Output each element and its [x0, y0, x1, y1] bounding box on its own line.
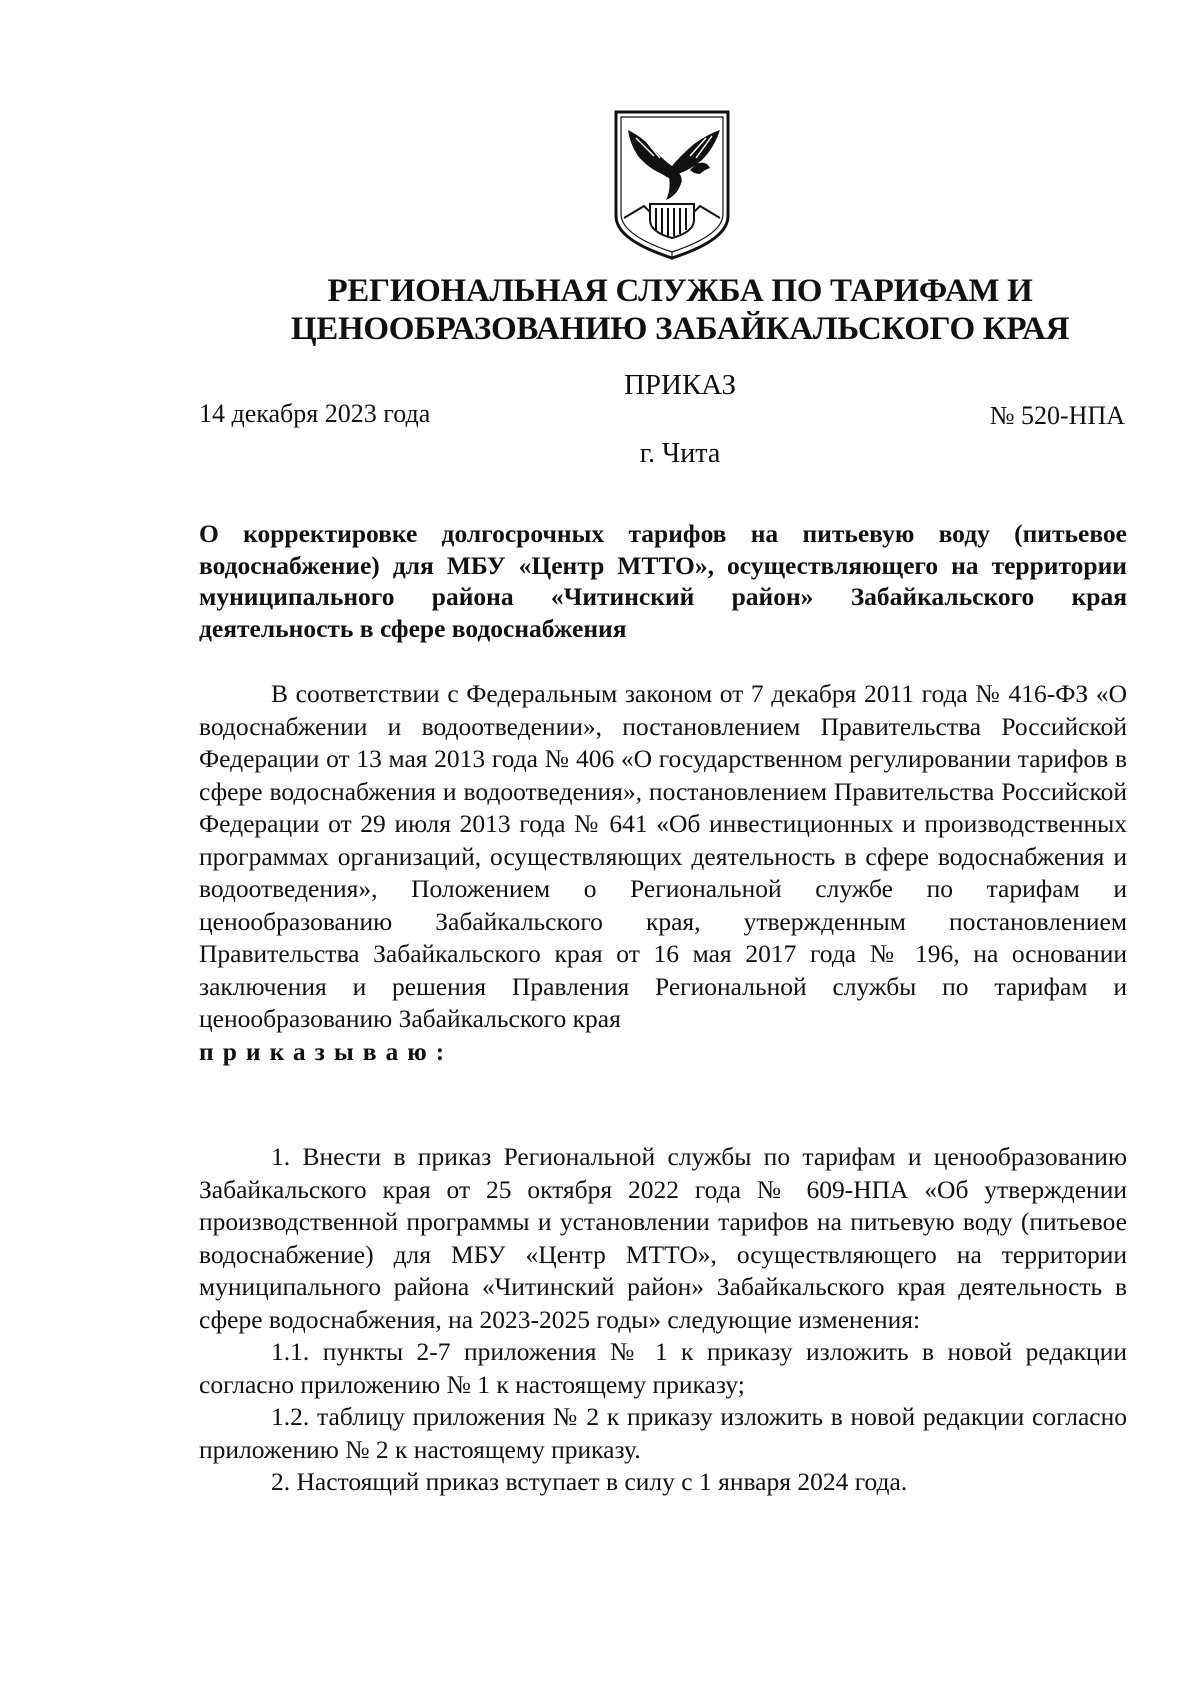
document-date: 14 декабря 2023 года [199, 399, 431, 428]
order-items [199, 1141, 1127, 1499]
document-type: ПРИКАЗ [623, 369, 737, 401]
document-city: г. Чита [639, 438, 721, 469]
document-subject: О корректировке долгосрочных тарифов на питьевую воду (питьевое водоснабжение) для МБУ «Центр МТТО», осуществляющего на территории муниципального района «Читинский район» Забайкальского края деятельность в сфере водоснабжения [199, 519, 1127, 643]
order-item-1-2: 1.2. таблицу приложения № 2 к приказу изложить в новой редакции согласно приложению № 2 к настоящему приказу. [199, 1402, 1127, 1464]
organization-title-line1: РЕГИОНАЛЬНАЯ СЛУЖБА ПО ТАРИФАМ И [327, 273, 1033, 309]
order-item-1-1: 1.1. пункты 2-7 приложения № 1 к приказу изложить в новой редакции согласно приложению № 1 к настоящему приказу; [199, 1337, 1127, 1399]
order-item-2: 2. Настоящий приказ вступает в силу с 1 января 2024 года. [271, 1467, 908, 1496]
preamble-paragraph: В соответствии с Федеральным законом от 7 декабря 2011 года № 416-ФЗ «О водоснабжении и водоотведении», постановлением Правительства Российской Федерации от 13 мая 2013 года № 406 «О государственном регулировании тарифов в сфере водоснабжения и водоотведения», постановлением Правительства Российской Федерации от 29 июля 2013 года № 641 «Об инвестиционных и производственных программах организаций, осуществляющих деятельность в сфере водоснабжения и водоотведения», Положением о Региональной службе по тарифам и ценообразованию Забайкальского края, утвержденным постановлением Правительства Забайкальского края от 16 мая 2017 года № 196, на основании заключения и решения Правления Региональной службы по тарифам и ценообразованию Забайкальского края [199, 679, 1127, 1033]
document-number: № 520-НПА [989, 401, 1125, 430]
organization-title-line2: ЦЕНООБРАЗОВАНИЮ ЗАБАЙКАЛЬСКОГО КРАЯ [290, 311, 1070, 347]
directive-word: приказываю: [199, 1036, 454, 1066]
coat-of-arms-icon [610, 108, 734, 260]
order-item-1: 1. Внести в приказ Региональной службы по тарифам и ценообразованию Забайкальского края от 25 октября 2022 года № 609-НПА «Об утверждении производственной программы и установлении тарифов на питьевую воду (питьевое водоснабжение) для МБУ «Центр МТТО», осуществляющего на территории муниципального района «Читинский район» Забайкальского края деятельность в сфере водоснабжения, на 2023-2025 годы» следующие изменения: [199, 1142, 1127, 1334]
preamble-section [199, 678, 1127, 1068]
